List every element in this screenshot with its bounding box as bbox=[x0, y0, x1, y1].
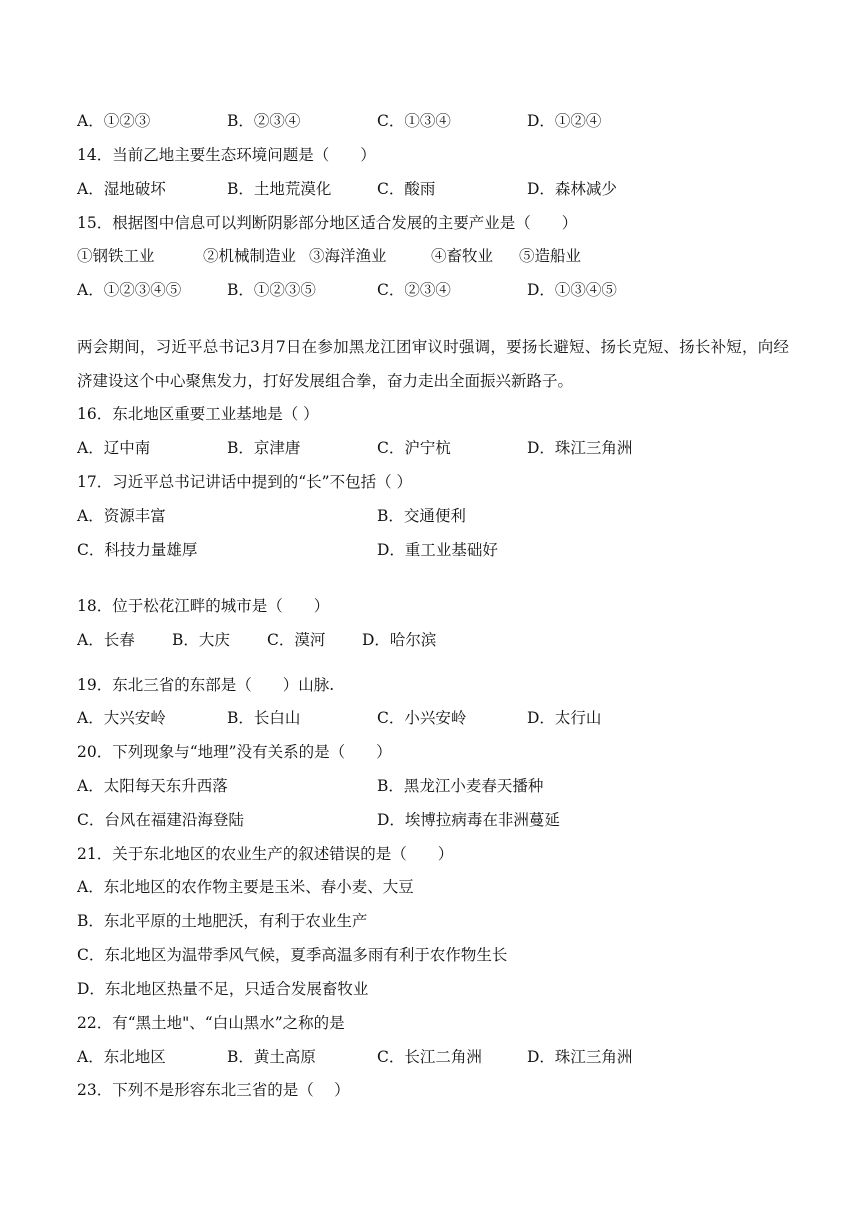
q19-option-b: B．长白山 bbox=[227, 709, 301, 727]
q21-option-c: C．东北地区为温带季风气候，夏季高温多雨有利于农作物生长 bbox=[77, 946, 508, 964]
q22-options bbox=[77, 1047, 797, 1067]
q19-option-a: A．大兴安岭 bbox=[77, 709, 166, 727]
q16-options bbox=[77, 438, 797, 458]
q15-option-b: B．①②③⑤ bbox=[227, 281, 316, 299]
q20-option-c: C．台风在福建沿海登陆 bbox=[77, 811, 244, 829]
q16-option-a: A．辽中南 bbox=[77, 439, 151, 457]
q15-item-5: ⑤造船业 bbox=[519, 247, 582, 265]
q21-option-b: B．东北平原的土地肥沃，有利于农业生产 bbox=[77, 912, 368, 930]
q17-options-row2 bbox=[77, 540, 797, 560]
q13-option-a: A．①②③ bbox=[77, 112, 151, 130]
q19-option-c: C．小兴安岭 bbox=[377, 709, 467, 727]
q22-option-a: A．东北地区 bbox=[77, 1048, 166, 1066]
q15-option-a: A．①②③④⑤ bbox=[77, 281, 182, 299]
q18-options bbox=[77, 630, 797, 650]
q18-option-a: A．长春 bbox=[77, 631, 135, 649]
q15-question: 15．根据图中信息可以判断阴影部分地区适合发展的主要产业是（ ） bbox=[77, 214, 578, 232]
q15-option-d: D．①③④⑤ bbox=[527, 281, 617, 299]
q20-option-a: A．太阳每天东升西落 bbox=[77, 777, 228, 795]
q15-option-c: C．②③④ bbox=[377, 281, 451, 299]
q22-option-b: B．黄土高原 bbox=[227, 1048, 316, 1066]
q18-option-d: D．哈尔滨 bbox=[362, 631, 437, 649]
q17-question: 17．习近平总书记讲话中提到的“长”不包括（ ） bbox=[77, 473, 412, 491]
q18-option-b: B．大庆 bbox=[172, 631, 230, 649]
q22-option-d: D．珠江三角洲 bbox=[527, 1048, 633, 1066]
q20-option-d: D．埃博拉病毒在非洲蔓延 bbox=[377, 811, 560, 829]
q15-item-4: ④畜牧业 bbox=[431, 247, 494, 265]
q19-question: 19．东北三省的东部是（ ）山脉. bbox=[77, 676, 335, 694]
q15-item-1: ①钢铁工业 bbox=[77, 247, 155, 265]
q16-option-b: B．京津唐 bbox=[227, 439, 301, 457]
q16-option-d: D．珠江三角洲 bbox=[527, 439, 633, 457]
q14-options bbox=[77, 179, 797, 199]
q23-question: 23．下列不是形容东北三省的是（ ） bbox=[77, 1081, 350, 1099]
q21-question: 21．关于东北地区的农业生产的叙述错误的是（ ） bbox=[77, 845, 454, 863]
q18-option-c: C．漠河 bbox=[267, 631, 326, 649]
q20-options-row1 bbox=[77, 776, 797, 796]
q16-question: 16．东北地区重要工业基地是（ ） bbox=[77, 405, 319, 423]
q15-item-3: ③海洋渔业 bbox=[309, 247, 387, 265]
q14-option-a: A．湿地破坏 bbox=[77, 180, 166, 198]
q14-option-d: D．森林减少 bbox=[527, 180, 617, 198]
q17-options-row1 bbox=[77, 506, 797, 526]
q21-option-a: A．东北地区的农作物主要是玉米、春小麦、大豆 bbox=[77, 878, 414, 896]
q17-option-b: B．交通便利 bbox=[377, 507, 466, 525]
q15-item-2: ②机械制造业 bbox=[203, 247, 297, 265]
q22-option-c: C．长江二角洲 bbox=[377, 1048, 482, 1066]
q17-option-d: D．重工业基础好 bbox=[377, 541, 498, 559]
q19-option-d: D．太行山 bbox=[527, 709, 602, 727]
q15-items bbox=[77, 246, 797, 266]
q16-option-c: C．沪宁杭 bbox=[377, 439, 451, 457]
q14-option-c: C．酸雨 bbox=[377, 180, 436, 198]
q13-option-d: D．①②④ bbox=[527, 112, 602, 130]
q17-option-c: C．科技力量雄厚 bbox=[77, 541, 198, 559]
q14-option-b: B．土地荒漠化 bbox=[227, 180, 332, 198]
q17-option-a: A．资源丰富 bbox=[77, 507, 166, 525]
q18-question: 18．位于松花江畔的城市是（ ） bbox=[77, 597, 330, 615]
q20-options-row2 bbox=[77, 810, 797, 830]
q13-options bbox=[77, 111, 797, 131]
q13-option-c: C．①③④ bbox=[377, 112, 451, 130]
q21-option-d: D．东北地区热量不足，只适合发展畜牧业 bbox=[77, 980, 369, 998]
q20-question: 20．下列现象与“地理”没有关系的是（ ） bbox=[77, 743, 392, 761]
q15-options bbox=[77, 280, 797, 300]
q14-question: 14．当前乙地主要生态环境问题是（ ） bbox=[77, 146, 376, 164]
q13-option-b: B．②③④ bbox=[227, 112, 301, 130]
q20-option-b: B．黑龙江小麦春天播种 bbox=[377, 777, 544, 795]
q19-options bbox=[77, 708, 797, 728]
q22-question: 22．有“黑土地"、“白山黑水”之称的是 bbox=[77, 1014, 345, 1032]
reading-passage: 两会期间，习近平总书记3月7日在参加黑龙江团审议时强调，要扬长避短、扬长克短、扬长补短，向经济建设这个中心聚焦发力，打好发展组合拳，奋力走出全面振兴新路子。 bbox=[77, 338, 789, 390]
